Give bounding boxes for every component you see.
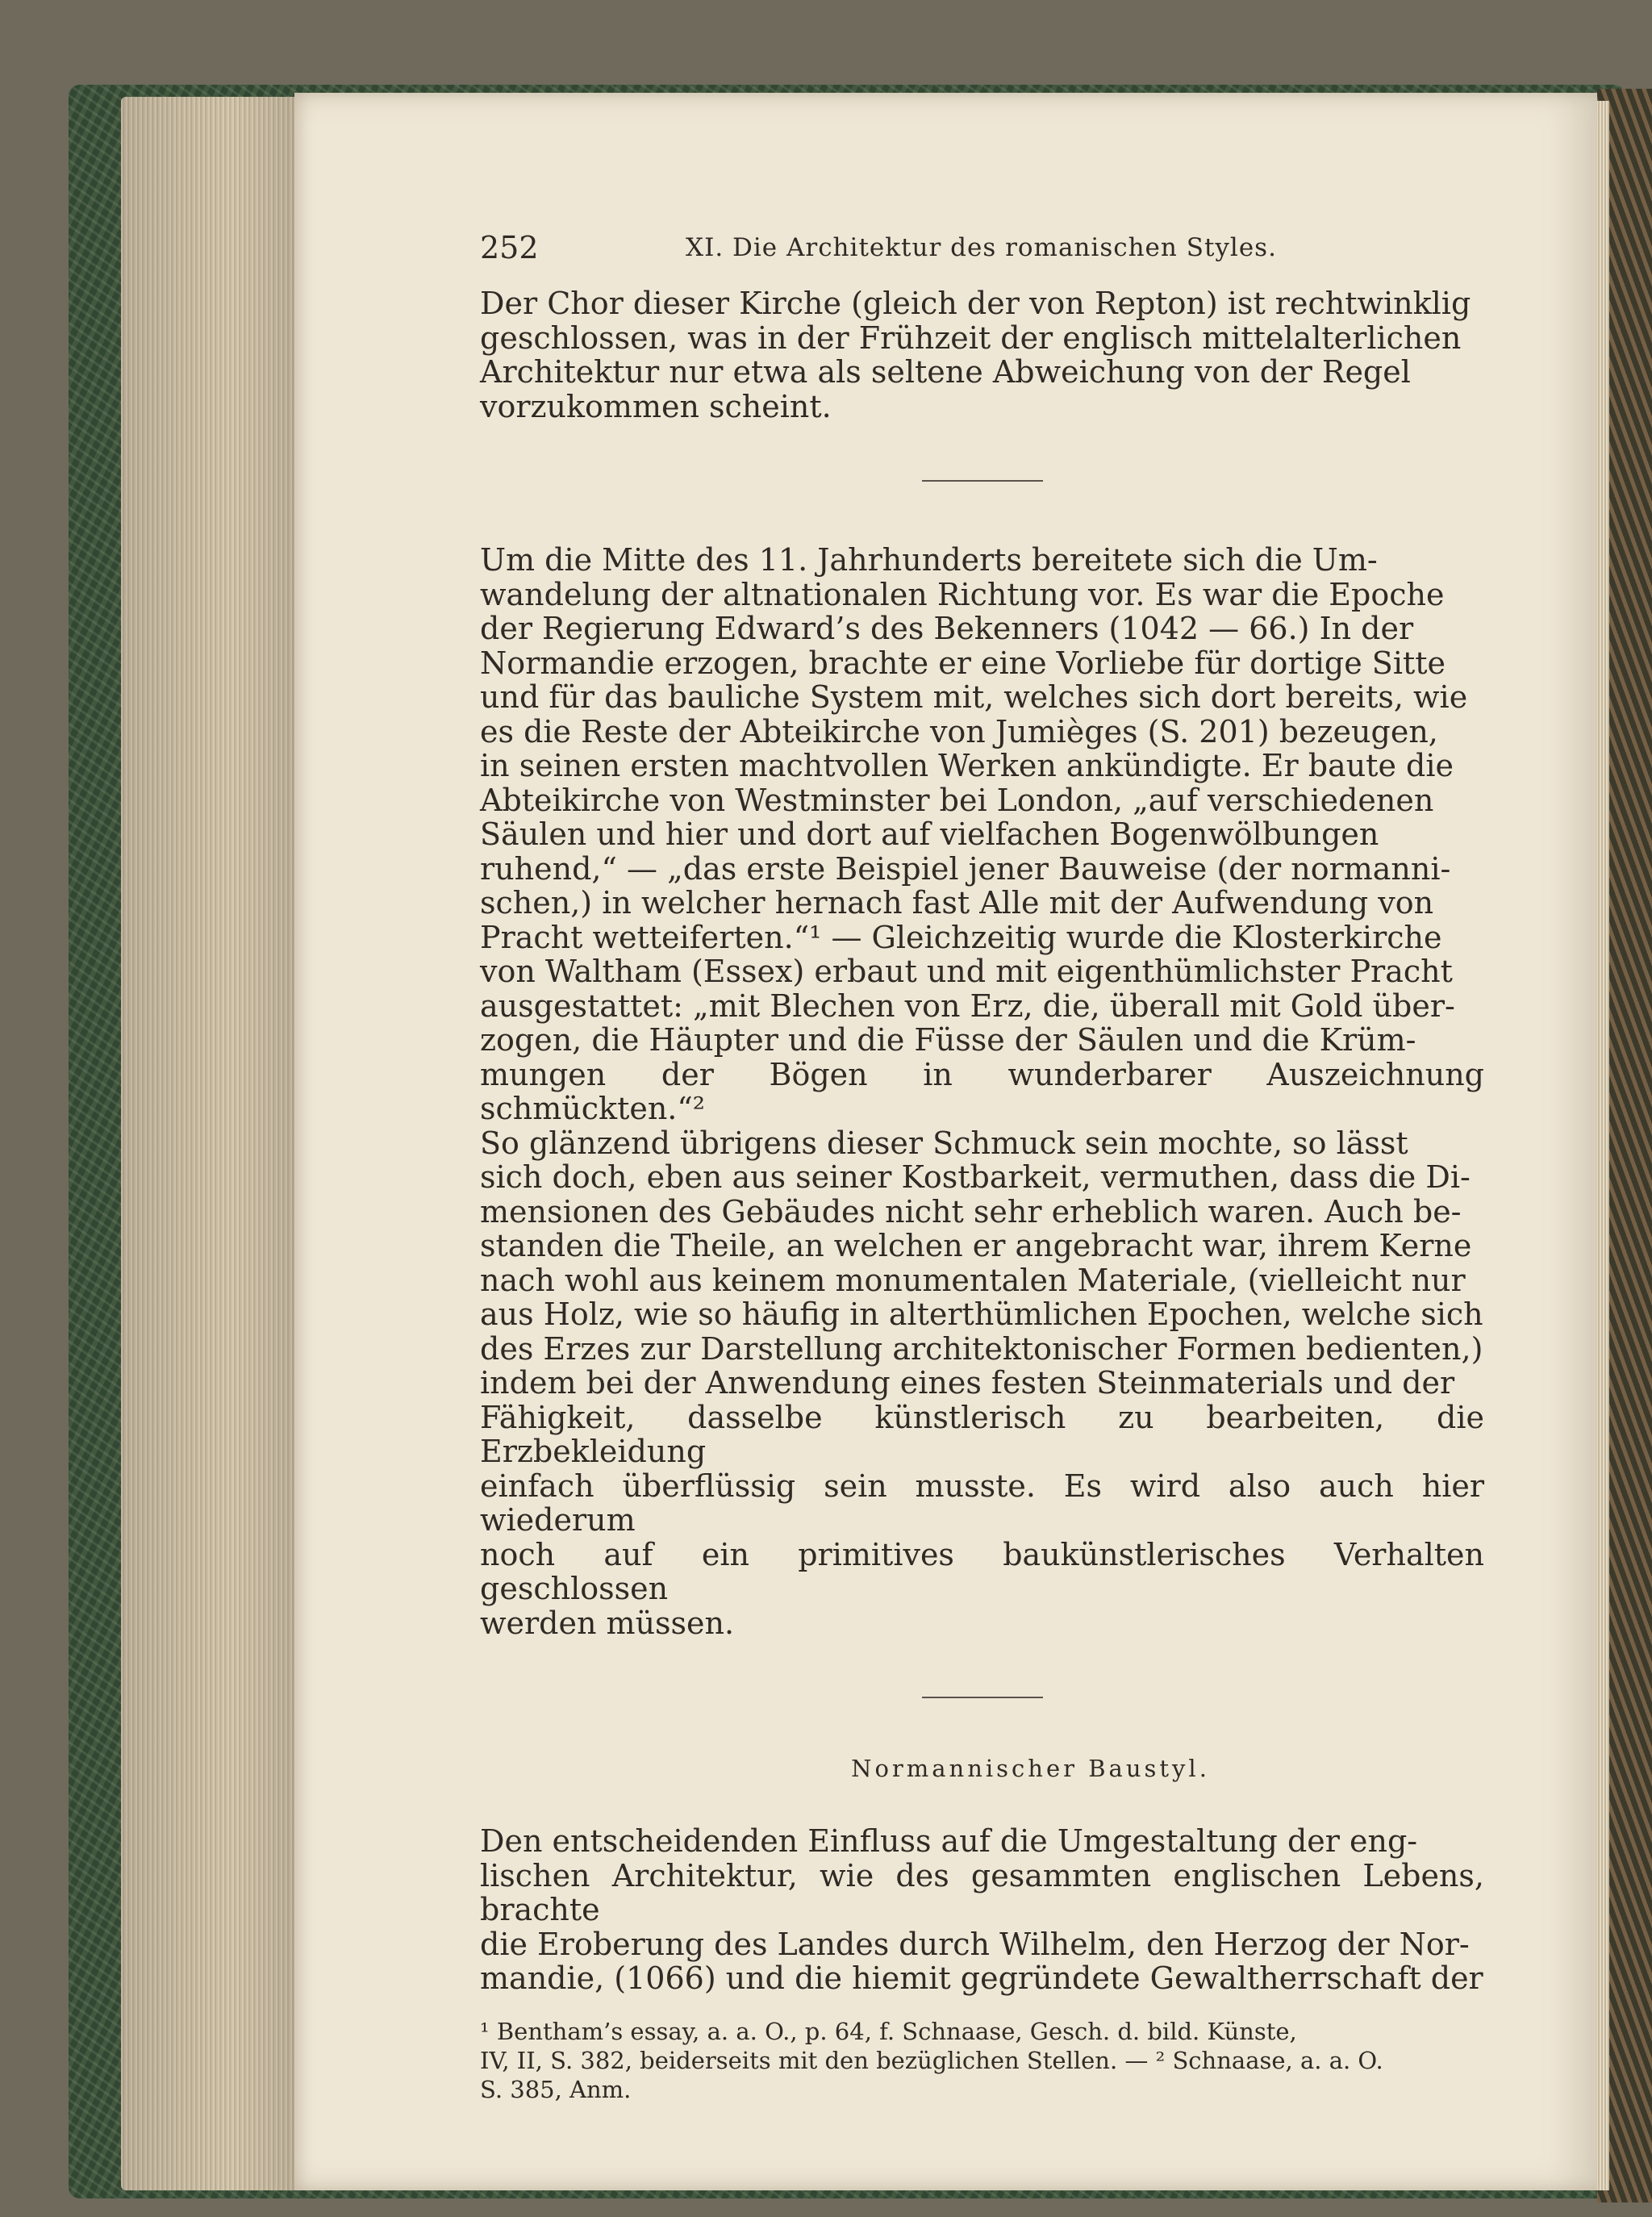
page-header (480, 230, 1484, 278)
page-content (480, 230, 1484, 2104)
book-page (294, 93, 1597, 2190)
footnotes: ¹ Bentham’s essay, a. a. O., p. 64, f. Schnaase, Gesch. d. bild. Künste, IV, II, S. 382, beiderseits mit den bezüglichen Stellen. — ² Schnaase, a. a. O. S. 385, Anm. (480, 2017, 1383, 2103)
paragraph-2: Um die Mitte des 11. Jahrhunderts bereitete sich die Um- wandelung der altnationalen Richtung vor. Es war die Epoche der Regierung Edward’s des Bekenners (1042 — 66.) In der Normandie erzogen, brachte er eine Vorliebe für dortige Sitte und für das bauliche System mit, welches sich dort bereits, wie es die Reste der Abteikirche von Jumièges (S. 201) bezeugen, in seinen ersten machtvollen Werken ankündigte. Er baute die Abteikirche von Westminster bei London, „auf verschiedenen Säulen und hier und dort auf vielfachen Bogenwölbungen ruhend,“ — „das erste Beispiel jener Bauweise (der normanni- schen,) in welcher hernach fast Alle mit der Aufwendung von Pracht wetteiferten.“¹ — Gleichzeitig wurde die Klosterkirche von Waltham (Essex) erbaut und mit eigenthümlichster Pracht ausgestattet: „mit Blechen von Erz, die, überall mit Gold über- zogen, die Häupter und die Füsse der Säulen und die Krüm- mungen der Bögen in wunderbarer Auszeichnung schmückten.“² So glänzend übrigens dieser Schmuck sein mochte, so lässt sich doch, eben aus seiner Kostbarkeit, vermuthen, dass die Di- mensionen des Gebäudes nicht sehr erheblich waren. Auch be- standen die Theile, an welchen er angebracht war, ihrem Kerne nach wohl aus keinem monumentalen Materiale, (vielleicht nur aus Holz, wie so häufig in alterthümlichen Epochen, welche sich des Erzes zur Darstellung architektonischer Formen bedienten,) indem bei der Anwendung eines festen Steinmaterials und der Fähigkeit, dasselbe künstlerisch zu bearbeiten, die Erzbekleidung einfach überflüssig sein musste. Es wird also auch hier wiederum noch auf ein primitives baukünstlerisches Verhalten geschlossen werden müssen. (480, 542, 1484, 1641)
section-divider-2 (922, 1697, 1043, 1698)
running-head: XI. Die Architektur des romanischen Styles. (686, 233, 1277, 262)
page-number: 252 (480, 230, 539, 265)
section-divider-1 (922, 480, 1043, 482)
paragraph-1: Der Chor dieser Kirche (gleich der von Repton) ist rechtwinklig geschlossen, was in der Frühzeit der englisch mittelalterlichen Architektur nur etwa als seltene Abweichung von der Regel vorzukommen scheint. (480, 286, 1471, 424)
paragraph-3: Den entscheidenden Einfluss auf die Umgestaltung der eng- lischen Architektur, wie des gesammten englischen Lebens, brachte die Eroberung des Landes durch Wilhelm, den Herzog der Nor- mandie, (1066) und die hiemit gegründete Gewaltherrschaft der (480, 1823, 1484, 1996)
page-stack-shade (121, 97, 307, 2190)
section-heading: Normannischer Baustyl. (851, 1755, 1210, 1782)
